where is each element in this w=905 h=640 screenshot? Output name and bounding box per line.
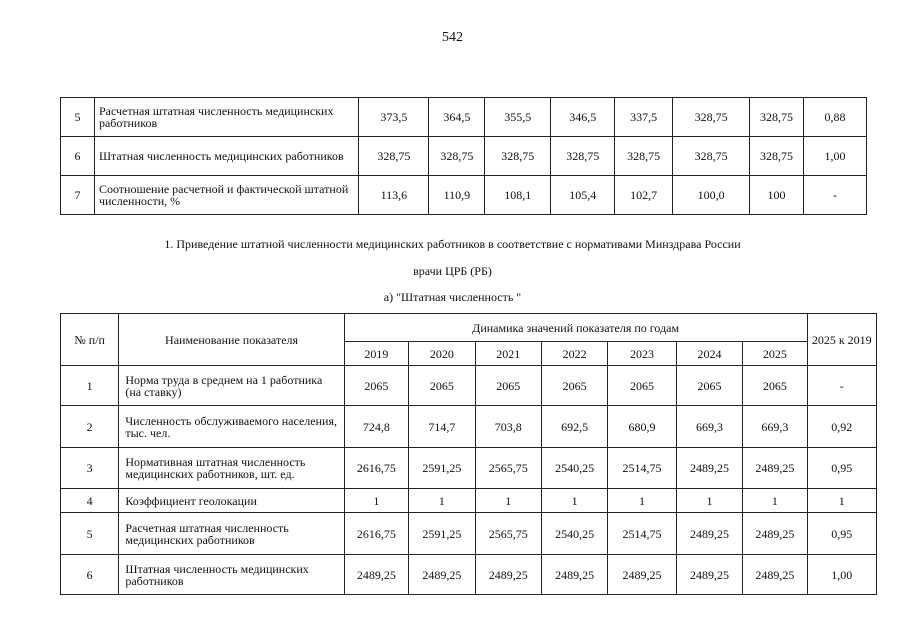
- year-value: 2065: [676, 366, 742, 406]
- year-value: 2065: [541, 366, 607, 406]
- year-value: 1: [409, 489, 475, 513]
- year-value: 102,7: [615, 176, 673, 215]
- indicator-name: Нормативная штатная численность медицинских работников, шт. ед.: [119, 448, 344, 489]
- year-value: 328,75: [429, 137, 485, 176]
- year-value: 2065: [608, 366, 676, 406]
- indicator-name: Норма труда в среднем на 1 работника (на ставку): [119, 366, 344, 406]
- year-value: 108,1: [485, 176, 551, 215]
- row-number: 7: [61, 176, 95, 215]
- year-value: 328,75: [750, 137, 804, 176]
- row-number: 4: [61, 489, 119, 513]
- year-value: 328,75: [750, 98, 804, 137]
- indicator-name: Соотношение расчетной и фактической штатной численности, %: [94, 176, 359, 215]
- year-header: 2019: [344, 342, 408, 366]
- table-row: [61, 513, 877, 555]
- year-value: 105,4: [551, 176, 615, 215]
- year-value: 328,75: [485, 137, 551, 176]
- row-number: 5: [61, 513, 119, 555]
- year-value: 714,7: [409, 406, 475, 448]
- table-caption: а) "Штатная численность ": [383, 290, 522, 304]
- year-value: 703,8: [475, 406, 541, 448]
- table-row: [61, 366, 877, 406]
- year-value: 2565,75: [475, 448, 541, 489]
- year-value: 2514,75: [608, 513, 676, 555]
- year-value: 1: [676, 489, 742, 513]
- year-value: 1: [475, 489, 541, 513]
- year-value: 328,75: [615, 137, 673, 176]
- section-heading: 1. Приведение штатной численности медицинских работников в соответствие с нормативами Минздрава России: [164, 237, 741, 251]
- year-value: 2591,25: [409, 513, 475, 555]
- year-header: 2024: [676, 342, 742, 366]
- year-value: 2565,75: [475, 513, 541, 555]
- row-number: 6: [61, 137, 95, 176]
- year-value: 2540,25: [541, 448, 607, 489]
- year-header: 2021: [475, 342, 541, 366]
- year-value: 328,75: [551, 137, 615, 176]
- row-number: 6: [61, 555, 119, 595]
- year-value: 2489,25: [743, 513, 807, 555]
- ratio-value: 1,00: [807, 555, 876, 595]
- column-header-num: № п/п: [61, 314, 119, 366]
- table-row: [61, 176, 867, 215]
- header-row: [61, 314, 877, 342]
- year-value: 2489,25: [409, 555, 475, 595]
- table-row: [61, 489, 877, 513]
- row-number: 5: [61, 98, 95, 137]
- year-value: 355,5: [485, 98, 551, 137]
- section-subheading: врачи ЦРБ (РБ): [413, 264, 492, 278]
- year-value: 680,9: [608, 406, 676, 448]
- year-value: 328,75: [359, 137, 429, 176]
- year-value: 364,5: [429, 98, 485, 137]
- year-value: 2065: [743, 366, 807, 406]
- indicator-name: Расчетная штатная численность медицинских работников: [94, 98, 359, 137]
- year-value: 2489,25: [344, 555, 408, 595]
- year-value: 328,75: [673, 137, 750, 176]
- column-header-name: Наименование показателя: [119, 314, 344, 366]
- table-row: [61, 98, 867, 137]
- ratio-value: 1: [807, 489, 876, 513]
- ratio-value: 0,95: [807, 448, 876, 489]
- ratio-value: -: [807, 366, 876, 406]
- year-value: 2065: [409, 366, 475, 406]
- year-value: 1: [541, 489, 607, 513]
- year-value: 2489,25: [541, 555, 607, 595]
- ratio-value: -: [804, 176, 867, 215]
- year-value: 110,9: [429, 176, 485, 215]
- year-value: 2489,25: [676, 448, 742, 489]
- year-value: 692,5: [541, 406, 607, 448]
- year-value: 2616,75: [344, 448, 408, 489]
- year-header: 2020: [409, 342, 475, 366]
- year-value: 1: [344, 489, 408, 513]
- ratio-value: 0,95: [807, 513, 876, 555]
- year-value: 337,5: [615, 98, 673, 137]
- year-value: 2065: [344, 366, 408, 406]
- year-value: 328,75: [673, 98, 750, 137]
- year-value: 2489,25: [743, 555, 807, 595]
- indicator-name: Штатная численность медицинских работников: [94, 137, 359, 176]
- indicator-name: Численность обслуживаемого населения, тыс. чел.: [119, 406, 344, 448]
- year-header: 2023: [608, 342, 676, 366]
- year-value: 346,5: [551, 98, 615, 137]
- year-value: 2065: [475, 366, 541, 406]
- year-value: 2591,25: [409, 448, 475, 489]
- year-value: 669,3: [676, 406, 742, 448]
- year-value: 2489,25: [676, 555, 742, 595]
- continuation-table: [60, 97, 867, 215]
- year-value: 2489,25: [475, 555, 541, 595]
- ratio-value: 1,00: [804, 137, 867, 176]
- indicator-name: Расчетная штатная численность медицинских работников: [119, 513, 344, 555]
- row-number: 1: [61, 366, 119, 406]
- indicator-name: Штатная численность медицинских работников: [119, 555, 344, 595]
- row-number: 2: [61, 406, 119, 448]
- year-value: 2540,25: [541, 513, 607, 555]
- year-value: 1: [608, 489, 676, 513]
- indicator-name: Коэффициент геолокации: [119, 489, 344, 513]
- ratio-value: 0,88: [804, 98, 867, 137]
- column-header-ratio: 2025 к 2019: [807, 314, 876, 366]
- page-number: 542: [442, 30, 463, 45]
- year-value: 2514,75: [608, 448, 676, 489]
- column-header-dynamics: Динамика значений показателя по годам: [344, 314, 807, 342]
- year-value: 2489,25: [608, 555, 676, 595]
- year-value: 1: [743, 489, 807, 513]
- year-value: 373,5: [359, 98, 429, 137]
- row-number: 3: [61, 448, 119, 489]
- table-row: [61, 137, 867, 176]
- ratio-value: 0,92: [807, 406, 876, 448]
- year-value: 669,3: [743, 406, 807, 448]
- year-header: 2022: [541, 342, 607, 366]
- year-value: 2616,75: [344, 513, 408, 555]
- year-value: 2489,25: [676, 513, 742, 555]
- table-row: [61, 448, 877, 489]
- table-row: [61, 555, 877, 595]
- table-row: [61, 406, 877, 448]
- year-value: 113,6: [359, 176, 429, 215]
- staff-count-table: [60, 313, 877, 595]
- year-header: 2025: [743, 342, 807, 366]
- year-value: 100,0: [673, 176, 750, 215]
- year-value: 724,8: [344, 406, 408, 448]
- year-value: 2489,25: [743, 448, 807, 489]
- year-value: 100: [750, 176, 804, 215]
